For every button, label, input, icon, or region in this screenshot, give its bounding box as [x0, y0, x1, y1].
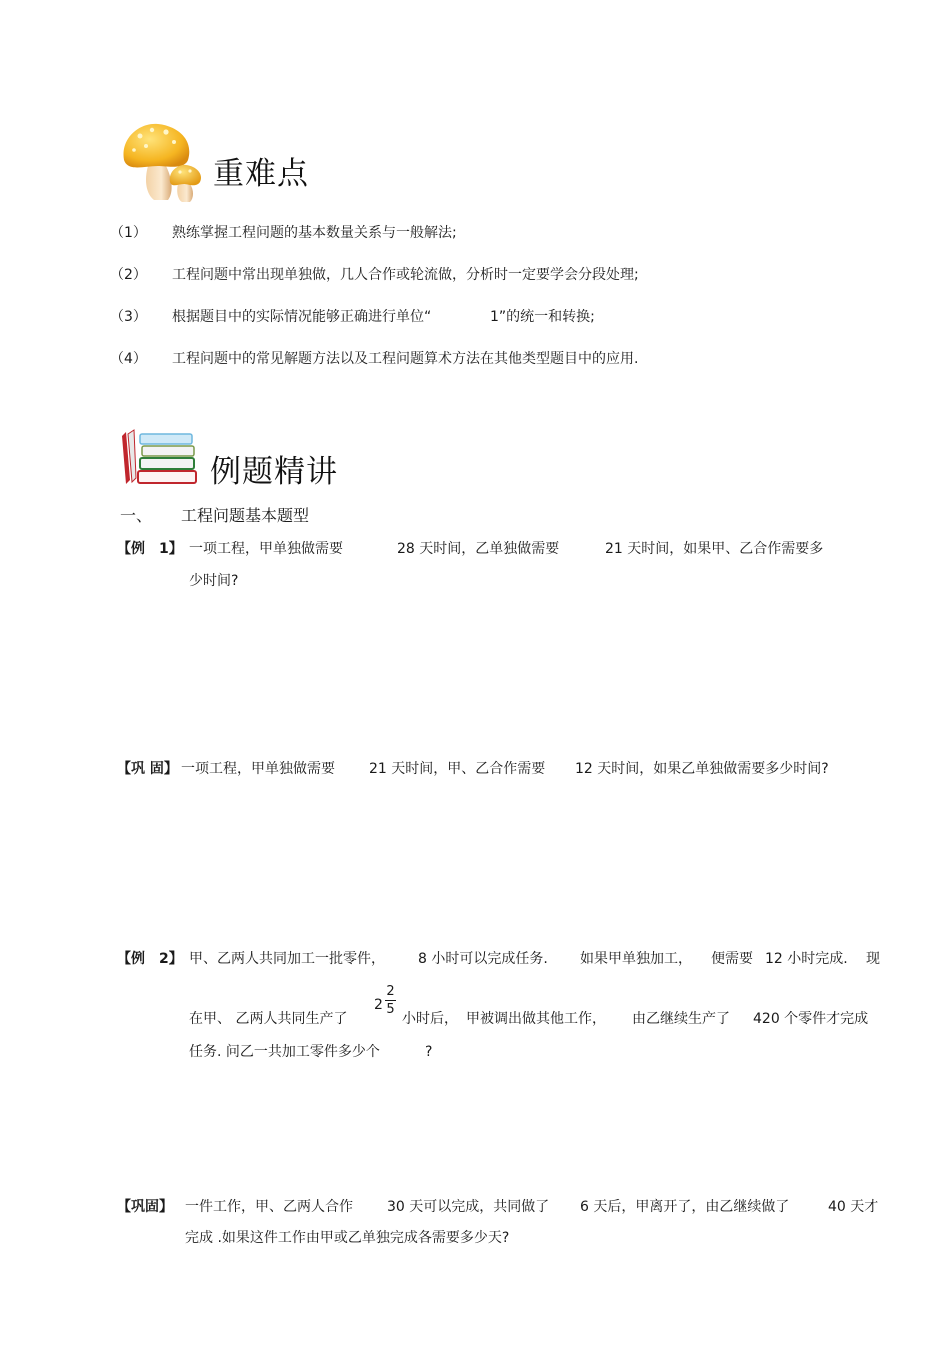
- problem-label: 【巩固】: [117, 1199, 173, 1215]
- problem-text: 28 天时间，乙单独做需要: [397, 541, 560, 557]
- key-point-index: （3）: [110, 309, 147, 325]
- problem-text: 一件工作，甲、乙两人合作: [185, 1199, 353, 1215]
- examples-heading: 例题精讲: [210, 454, 338, 490]
- key-point-text: 根据题目中的实际情况能够正确进行单位“: [172, 309, 432, 325]
- problem-text: 小时后，: [402, 1011, 458, 1027]
- problem-text: 一项工程，甲单独做需要: [189, 541, 343, 557]
- mushroom-icon: [118, 120, 208, 204]
- problem-text: 40 天才: [828, 1199, 879, 1215]
- problem-text: 一项工程，甲单独做需要: [181, 761, 335, 777]
- problem-text: 21 天时间，如果甲、乙合作需要多: [605, 541, 824, 557]
- problem-text: 如果甲单独加工，: [580, 951, 692, 967]
- problem-text: ?: [425, 1044, 433, 1060]
- problem-label: 【例 2】: [117, 951, 183, 967]
- problem-text: 甲被调出做其他工作，: [466, 1011, 606, 1027]
- key-point-index: （4）: [110, 351, 147, 367]
- problem-text: 少时间?: [189, 573, 239, 589]
- key-point-index: （1）: [110, 225, 147, 241]
- problem-text: 在甲、 乙两人共同生产了: [189, 1011, 348, 1027]
- fraction-numerator: 2: [386, 984, 395, 999]
- section-title: 工程问题基本题型: [181, 506, 310, 525]
- problem-text: 12 小时完成.: [765, 951, 848, 967]
- problem-text: 12 天时间，如果乙单独做需要多少时间?: [575, 761, 829, 777]
- problem-text: 完成 .如果这件工作由甲或乙单独完成各需要多少天?: [185, 1230, 510, 1246]
- key-point-text: 工程问题中的常见解题方法以及工程问题算术方法在其他类型题目中的应用.: [172, 351, 639, 367]
- section-index: 一、: [120, 506, 153, 525]
- problem-text: 任务. 问乙一共加工零件多少个: [189, 1044, 380, 1060]
- key-point-text: 熟练掌握工程问题的基本数量关系与一般解法;: [172, 225, 457, 241]
- problem-text: 甲、乙两人共同加工一批零件，: [189, 951, 385, 967]
- problem-text: 8 小时可以完成任务.: [418, 951, 548, 967]
- problem-text: 现: [866, 951, 880, 967]
- mixed-number-whole: 2: [374, 997, 383, 1013]
- problem-text: 420 个零件才完成: [753, 1011, 869, 1027]
- problem-text: 6 天后，甲离开了，由乙继续做了: [580, 1199, 790, 1215]
- problem-text: 便需要: [711, 951, 753, 967]
- problem-text: 30 天可以完成，共同做了: [387, 1199, 550, 1215]
- key-points-heading: 重难点: [213, 156, 309, 192]
- problem-text: 由乙继续生产了: [632, 1011, 730, 1027]
- problem-label: 【例 1】: [117, 541, 183, 557]
- problem-text: 21 天时间，甲、乙合作需要: [369, 761, 546, 777]
- books-icon: [116, 428, 200, 488]
- key-point-text: 1”的统一和转换;: [490, 309, 595, 325]
- fraction-bar: [385, 1000, 396, 1001]
- key-point-index: （2）: [110, 267, 147, 283]
- key-point-text: 工程问题中常出现单独做，几人合作或轮流做，分析时一定要学会分段处理;: [172, 267, 639, 283]
- fraction-denominator: 5: [386, 1002, 395, 1017]
- problem-label: 【巩 固】: [117, 761, 178, 777]
